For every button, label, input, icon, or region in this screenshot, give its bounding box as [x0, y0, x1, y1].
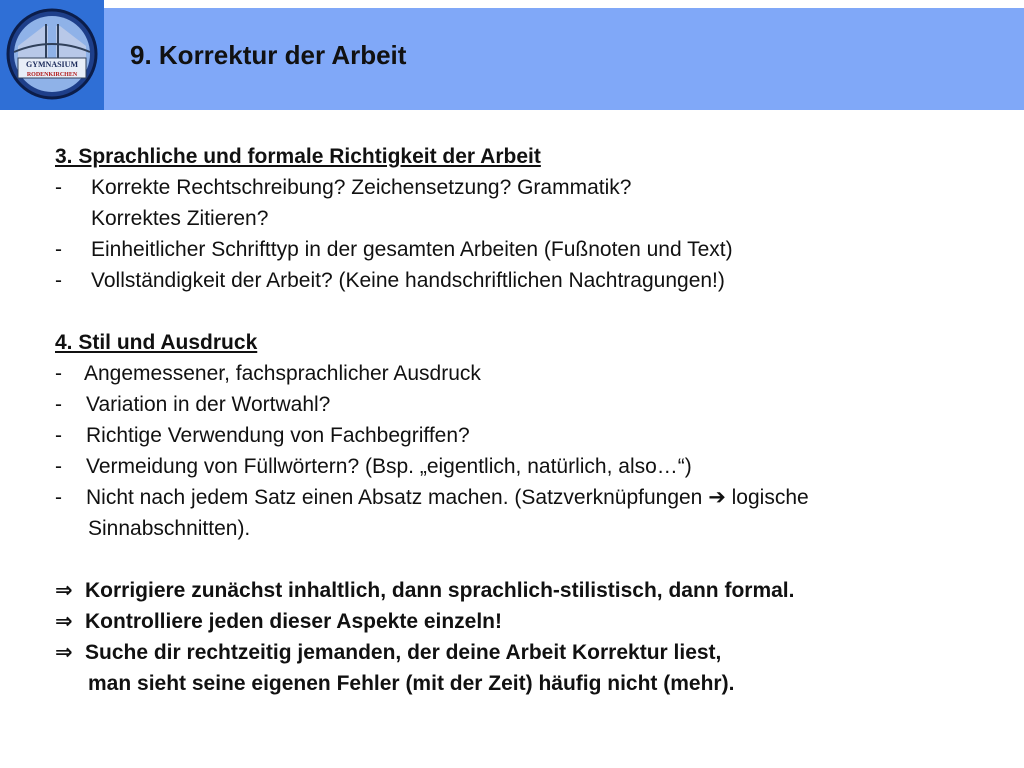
page-title: 9. Korrektur der Arbeit: [130, 40, 407, 70]
section-3-heading: 3. Sprachliche und formale Richtigkeit der Arbeit: [55, 145, 541, 168]
dash-bullet: -: [55, 362, 62, 385]
list-item-text: Sinnabschnitten).: [88, 517, 251, 540]
conclusion-text: Suche dir rechtzeitig jemanden, der deine Arbeit Korrektur liest,: [85, 641, 722, 664]
list-item: [55, 451, 995, 482]
school-logo-icon: [4, 6, 100, 102]
implies-arrow-icon: ⇒: [55, 610, 73, 633]
spacer: [55, 296, 995, 327]
dash-bullet: -: [55, 455, 62, 478]
conclusion-item: [55, 668, 995, 699]
list-item-text: Einheitlicher Schrifttyp in der gesamten Arbeiten (Fußnoten und Text): [91, 238, 733, 261]
svg-text:GYMNASIUM: GYMNASIUM: [26, 60, 78, 69]
dash-bullet: -: [55, 176, 62, 199]
list-item-text: Angemessener, fachsprachlicher Ausdruck: [84, 362, 481, 385]
conclusion-item: [55, 575, 995, 606]
conclusion-text: man sieht seine eigenen Fehler (mit der Zeit) häufig nicht (mehr).: [88, 672, 735, 695]
spacer: [55, 544, 995, 575]
dash-bullet: -: [55, 393, 62, 416]
dash-bullet: -: [55, 269, 62, 292]
dash-bullet: -: [55, 424, 62, 447]
list-item-text: Richtige Verwendung von Fachbegriffen?: [86, 424, 470, 447]
list-item-text: Vollständigkeit der Arbeit? (Keine handschriftlichen Nachtragungen!): [91, 269, 725, 292]
list-item: [55, 234, 995, 265]
list-item: [55, 482, 995, 513]
list-item-text: Variation in der Wortwahl?: [86, 393, 331, 416]
list-item-text: Korrektes Zitieren?: [91, 207, 269, 230]
svg-text:RODENKIRCHEN: RODENKIRCHEN: [26, 72, 78, 78]
list-item: [55, 513, 995, 544]
list-item: [55, 389, 995, 420]
list-item-text: Korrekte Rechtschreibung? Zeichensetzung? Grammatik?: [91, 176, 632, 199]
slide-content: [55, 141, 995, 699]
conclusion-text: Korrigiere zunächst inhaltlich, dann sprachlich-stilistisch, dann formal.: [85, 579, 795, 602]
list-item: [55, 358, 995, 389]
list-item-text: Nicht nach jedem Satz einen Absatz machen. (Satzverknüpfungen ➔ logische: [86, 486, 809, 509]
list-item: [55, 172, 995, 203]
dash-bullet: -: [55, 486, 62, 509]
conclusion-item: [55, 606, 995, 637]
list-item: [55, 203, 995, 234]
implies-arrow-icon: ⇒: [55, 579, 73, 602]
list-item: [55, 265, 995, 296]
conclusion-item: [55, 637, 995, 668]
implies-arrow-icon: ⇒: [55, 641, 73, 664]
list-item: [55, 420, 995, 451]
list-item-text: Vermeidung von Füllwörtern? (Bsp. „eigentlich, natürlich, also…“): [86, 455, 692, 478]
section-4-heading: 4. Stil und Ausdruck: [55, 331, 258, 354]
school-logo: [0, 0, 104, 110]
conclusion-text: Kontrolliere jeden dieser Aspekte einzeln!: [85, 610, 503, 633]
dash-bullet: -: [55, 238, 62, 261]
